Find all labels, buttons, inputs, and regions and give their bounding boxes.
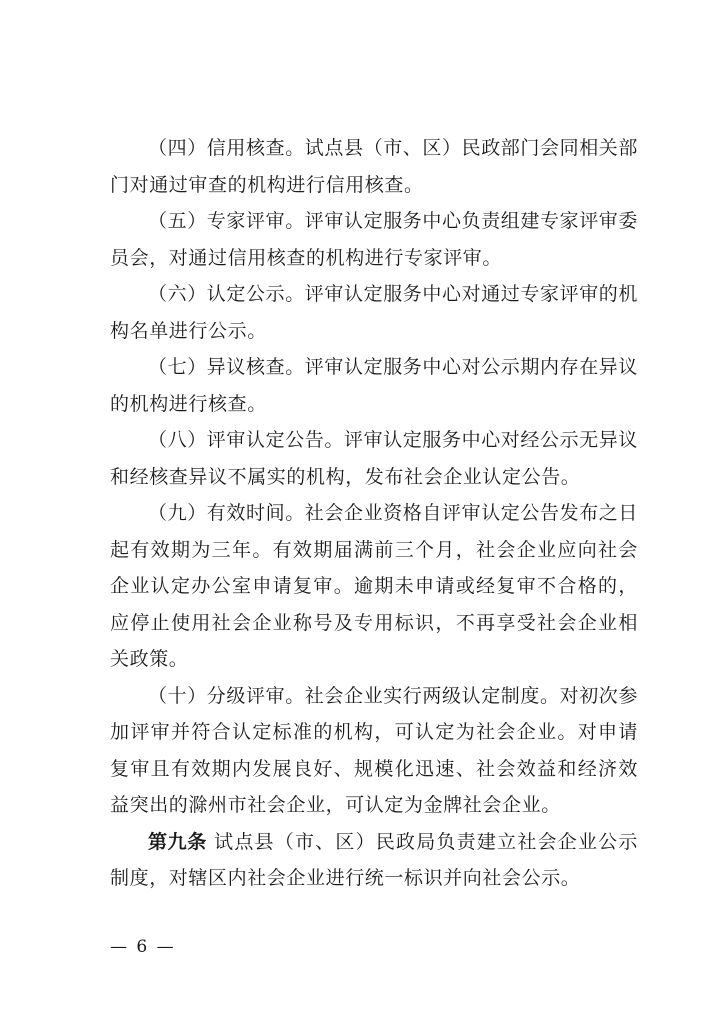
paragraph-validity: （九）有效时间。社会企业资格自评审认定公告发布之日起有效期为三年。有效期届满前三个月，社会企业应向社会企业认定办公室申请复审。逾期未申请或经复审不合格的，应停止使用社会企业称号及专用标识，不再享受社会企业相关政策。 (110, 502, 639, 670)
article-nine-text: 试点县（市、区）民政局负责建立社会企业公示制度，对辖区内社会企业进行统一标识并向社会公示。 (110, 830, 638, 889)
document-body (110, 130, 638, 897)
paragraph-announcement: （八）评审认定公告。评审认定服务中心对经公示无异议和经核查异议不属实的机构，发布社会企业认定公告。 (110, 429, 639, 488)
paragraph-article-nine (110, 824, 638, 897)
paragraph-objection-check: （七）异议核查。评审认定服务中心对公示期内存在异议的机构进行核查。 (110, 356, 639, 415)
article-nine-label: 第九条 (148, 830, 207, 853)
paragraph-grading: （十）分级评审。社会企业实行两级认定制度。对初次参加评审并符合认定标准的机构，可认定为社会企业。对申请复审且有效期内发展良好、规模化迅速、社会效益和经济效益突出的滁州市社会企业，可认定为金牌社会企业。 (110, 684, 639, 816)
paragraph-expert-review: （五）专家评审。评审认定服务中心负责组建专家评审委员会，对通过信用核查的机构进行专家评审。 (110, 210, 639, 269)
paragraph-credit-check: （四）信用核查。试点县（市、区）民政部门会同相关部门对通过审查的机构进行信用核查。 (110, 137, 639, 196)
page-number: — 6 — (110, 937, 176, 957)
paragraph-publicity: （六）认定公示。评审认定服务中心对通过专家评审的机构名单进行公示。 (110, 283, 639, 342)
